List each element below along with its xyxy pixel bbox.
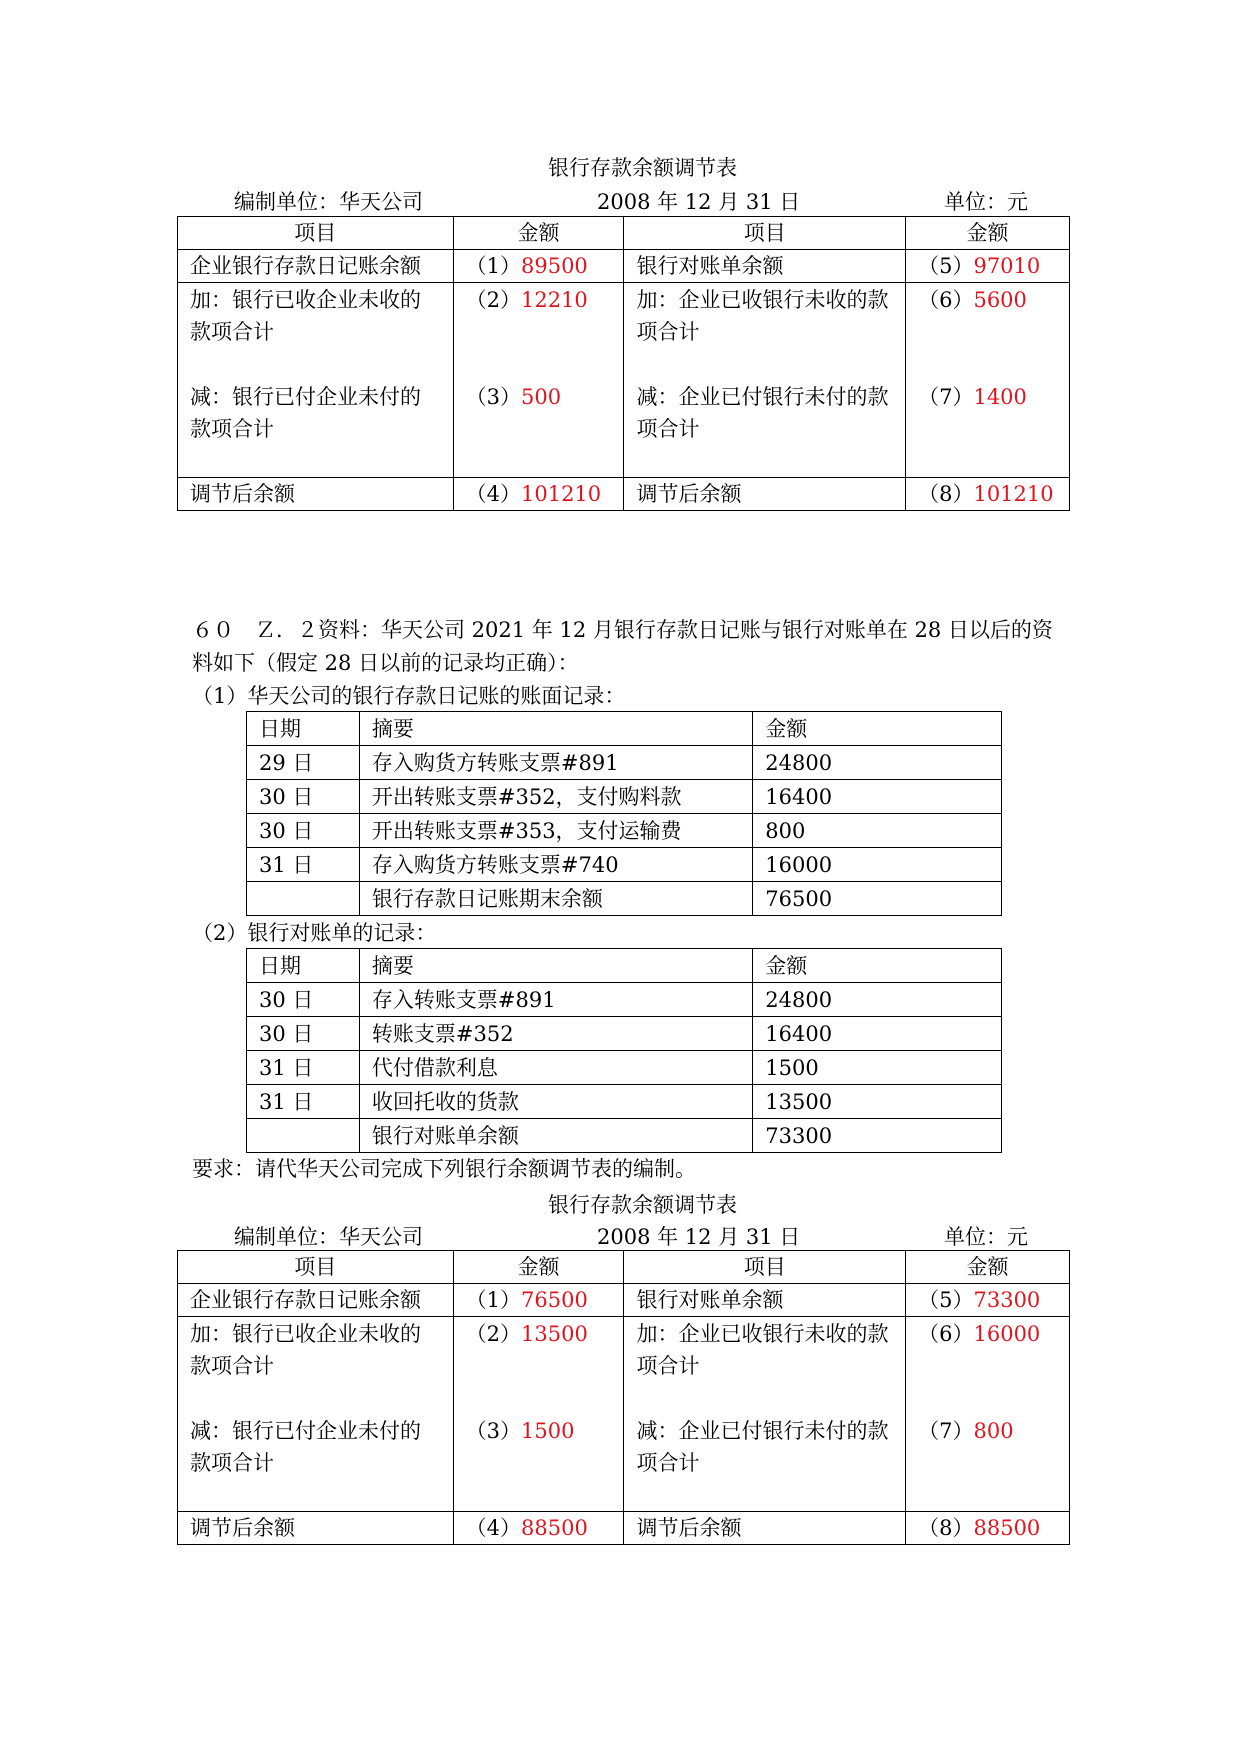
summary-cell: 存入购货方转账支票#740	[359, 848, 752, 882]
statement-table	[246, 948, 1002, 1153]
amount-cell: （6）16000 （7）800	[906, 1317, 1070, 1512]
amount-cell: 1500	[753, 1051, 1002, 1085]
table-row	[247, 882, 1002, 916]
amount-cell: （6）5600 （7）1400	[906, 283, 1070, 478]
item-cell: 企业银行存款日记账余额	[178, 1284, 454, 1317]
summary-cell: 存入购货方转账支票#891	[359, 746, 752, 780]
summary-cell: 收回托收的货款	[359, 1085, 752, 1119]
amount-cell: （5）73300	[906, 1284, 1070, 1317]
item-cell: 银行对账单余额	[624, 250, 906, 283]
header-cell: 项目	[178, 217, 454, 250]
amount-cell: （4）101210	[453, 478, 624, 511]
amount-cell: 16000	[753, 848, 1002, 882]
amount-cell: （2）12210 （3）500	[453, 283, 624, 478]
header-cell: 项目	[624, 1251, 906, 1284]
table-row	[247, 746, 1002, 780]
question-line-1: ６０ Ｚ．２资料：华天公司 2021 年 12 月银行存款日记账与银行对账单在 28 日以后的资	[192, 618, 1053, 642]
item-cell: 调节后余额	[624, 1512, 906, 1545]
date-cell: 30 日	[247, 814, 360, 848]
recon1-title: 银行存款余额调节表	[548, 156, 737, 180]
summary-cell: 开出转账支票#352，支付购料款	[359, 780, 752, 814]
item-cell: 调节后余额	[624, 478, 906, 511]
table-row	[178, 250, 1070, 283]
header-cell: 金额	[906, 1251, 1070, 1284]
table-row	[178, 1512, 1070, 1545]
recon2-unit-left: 编制单位：华天公司	[234, 1225, 423, 1249]
amount-cell: （8）101210	[906, 478, 1070, 511]
table-header-row	[247, 712, 1002, 746]
part2-title: （2）银行对账单的记录：	[192, 921, 437, 945]
header-cell: 项目	[624, 217, 906, 250]
header-cell: 日期	[247, 712, 360, 746]
header-cell: 金额	[753, 949, 1002, 983]
ledger-table	[246, 711, 1002, 916]
summary-cell: 银行存款日记账期末余额	[359, 882, 752, 916]
summary-cell: 银行对账单余额	[359, 1119, 752, 1153]
recon2-unit-right: 单位：元	[944, 1225, 1028, 1249]
recon1-unit-right: 单位：元	[944, 190, 1028, 214]
date-cell: 31 日	[247, 848, 360, 882]
date-cell: 31 日	[247, 1051, 360, 1085]
header-cell: 金额	[753, 712, 1002, 746]
part1-title: （1）华天公司的银行存款日记账的账面记录：	[192, 684, 626, 708]
question-line-2: 料如下（假定 28 日以前的记录均正确）：	[192, 651, 579, 675]
date-cell	[247, 882, 360, 916]
recon2-date: 2008 年 12 月 31 日	[597, 1225, 801, 1249]
item-cell: 加：企业已收银行未收的款项合计 减：企业已付银行未付的款项合计	[624, 1317, 906, 1512]
header-cell: 摘要	[359, 949, 752, 983]
summary-cell: 转账支票#352	[359, 1017, 752, 1051]
date-cell: 30 日	[247, 1017, 360, 1051]
amount-cell: （8）88500	[906, 1512, 1070, 1545]
amount-cell: 13500	[753, 1085, 1002, 1119]
item-cell: 调节后余额	[178, 478, 454, 511]
table-header-row	[247, 949, 1002, 983]
recon1-table	[177, 216, 1070, 511]
table-row	[178, 1317, 1070, 1512]
amount-cell: （1）89500	[453, 250, 624, 283]
header-cell: 金额	[906, 217, 1070, 250]
item-cell: 加：银行已收企业未收的款项合计 减：银行已付企业未付的款项合计	[178, 283, 454, 478]
amount-cell: 16400	[753, 1017, 1002, 1051]
item-cell: 加：银行已收企业未收的款项合计 减：银行已付企业未付的款项合计	[178, 1317, 454, 1512]
recon1-date: 2008 年 12 月 31 日	[597, 190, 801, 214]
header-cell: 摘要	[359, 712, 752, 746]
amount-cell: 16400	[753, 780, 1002, 814]
item-cell: 调节后余额	[178, 1512, 454, 1545]
table-row	[247, 1051, 1002, 1085]
date-cell: 30 日	[247, 983, 360, 1017]
date-cell: 29 日	[247, 746, 360, 780]
summary-cell: 开出转账支票#353，支付运输费	[359, 814, 752, 848]
header-cell: 项目	[178, 1251, 454, 1284]
date-cell: 30 日	[247, 780, 360, 814]
table-row	[178, 283, 1070, 478]
table-header-row	[178, 217, 1070, 250]
date-cell	[247, 1119, 360, 1153]
requirement-text: 要求：请代华天公司完成下列银行余额调节表的编制。	[192, 1157, 696, 1181]
amount-cell: （1）76500	[453, 1284, 624, 1317]
table-row	[247, 1017, 1002, 1051]
table-row	[247, 983, 1002, 1017]
header-cell: 金额	[453, 217, 624, 250]
table-row	[247, 848, 1002, 882]
amount-cell: 24800	[753, 983, 1002, 1017]
recon2-table	[177, 1250, 1070, 1545]
table-header-row	[178, 1251, 1070, 1284]
item-cell: 企业银行存款日记账余额	[178, 250, 454, 283]
header-cell: 日期	[247, 949, 360, 983]
recon1-unit-left: 编制单位：华天公司	[234, 190, 423, 214]
amount-cell: （5）97010	[906, 250, 1070, 283]
item-cell: 加：企业已收银行未收的款项合计 减：企业已付银行未付的款项合计	[624, 283, 906, 478]
amount-cell: （2）13500 （3）1500	[453, 1317, 624, 1512]
table-row	[247, 1119, 1002, 1153]
summary-cell: 代付借款利息	[359, 1051, 752, 1085]
item-cell: 银行对账单余额	[624, 1284, 906, 1317]
amount-cell: （4）88500	[453, 1512, 624, 1545]
table-row	[247, 814, 1002, 848]
table-row	[178, 478, 1070, 511]
summary-cell: 存入转账支票#891	[359, 983, 752, 1017]
amount-cell: 76500	[753, 882, 1002, 916]
amount-cell: 24800	[753, 746, 1002, 780]
amount-cell: 73300	[753, 1119, 1002, 1153]
date-cell: 31 日	[247, 1085, 360, 1119]
table-row	[247, 780, 1002, 814]
table-row	[178, 1284, 1070, 1317]
header-cell: 金额	[453, 1251, 624, 1284]
recon2-title: 银行存款余额调节表	[548, 1193, 737, 1217]
table-row	[247, 1085, 1002, 1119]
amount-cell: 800	[753, 814, 1002, 848]
